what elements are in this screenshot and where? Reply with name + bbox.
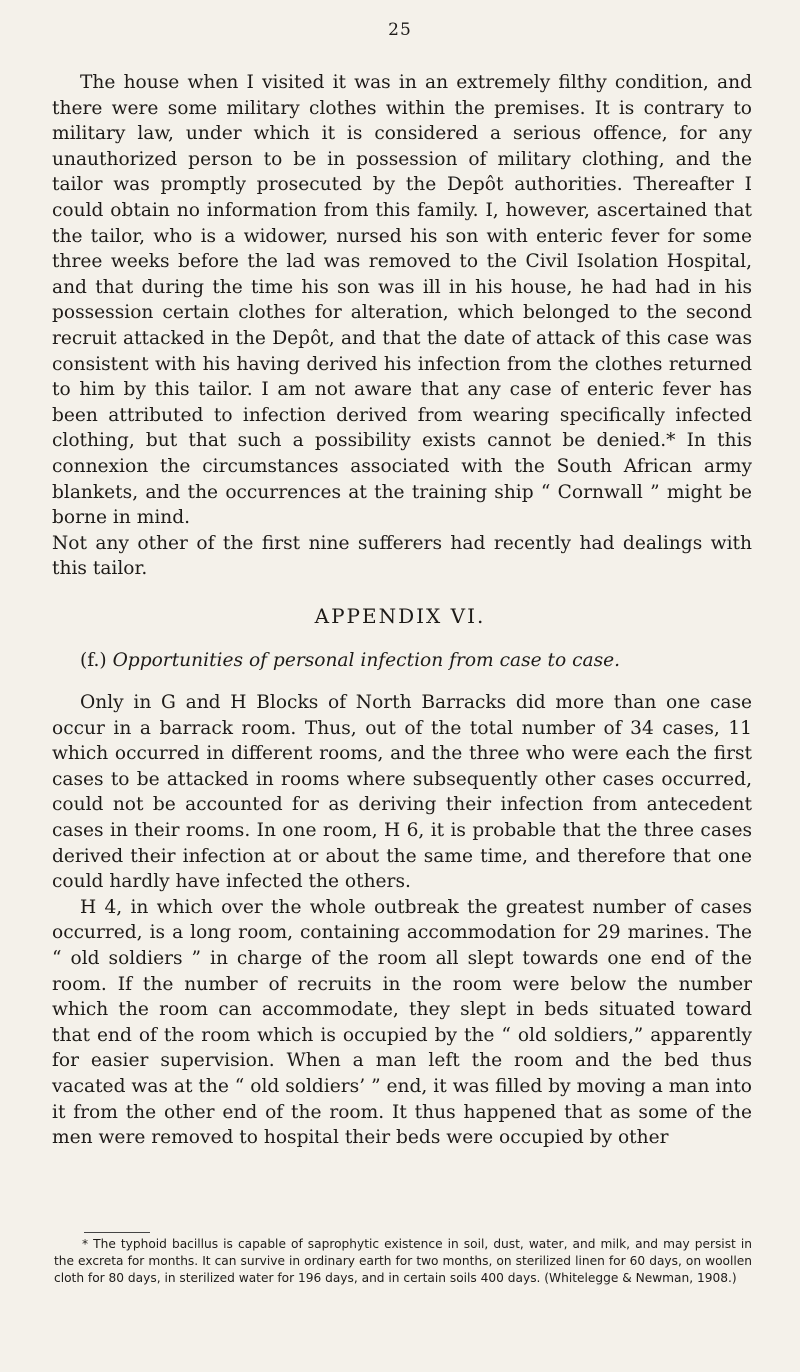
footnote-divider bbox=[84, 1232, 150, 1233]
body-text-bottom bbox=[52, 690, 752, 1151]
paragraph-room-h4: H 4, in which over the whole outbreak the greatest number of cases occurred, is a long room, containing accommodation for 29 marines. The “ old soldiers ” in charge of the room all slept towards one end of the room. If the number of recruits in the room were below the number which the room can accommodate, they slept in beds situated toward that end of the room which is occupied by the “ old soldiers,” apparently for easier supervision. When a man left the room and the bed thus vacated was at the “ old soldiers’ ” end, it was filled by moving a man into it from the other end of the room. It thus happened that as some of the men were removed to hospital their beds were occupied by other bbox=[52, 896, 752, 1149]
section-label: (f.) bbox=[80, 650, 107, 671]
paragraph-dealings: Not any other of the first nine sufferers had recently had dealings with this tailor. bbox=[52, 532, 752, 580]
appendix-heading: APPENDIX VI. bbox=[314, 604, 486, 628]
section-title: Opportunities of personal infection from case to case. bbox=[112, 650, 621, 671]
section-heading bbox=[80, 650, 760, 671]
body-text-top bbox=[52, 70, 752, 582]
paragraph-blocks: Only in G and H Blocks of North Barracks did more than one case occur in a barrack room. Thus, out of the total number of 34 cases, 11 which occurred in different rooms, and the three who were each the first cases to be attacked in rooms where subsequently other cases occurred, could not be accounted for as deriving their infection from antecedent cases in their rooms. In one room, H 6, it is probable that the three cases derived their infection at or about the same time, and therefore that one could hardly have infected the others. bbox=[52, 692, 752, 893]
footnote: * The typhoid bacillus is capable of saprophytic existence in soil, dust, water, and milk, and may persist in the excreta for months. It can survive in ordinary earth for two months, on sterilized linen for 60 days, on woollen cloth for 80 days, in sterilized water for 196 days, and in certain soils 400 days. (Whitelegge & Newman, 1908.) bbox=[54, 1237, 752, 1286]
paragraph-tailor: The house when I visited it was in an extremely filthy condition, and there were some military clothes within the premises. It is contrary to military law, under which it is considered a serious offence, for any unauthorized person to be in possession of military clothing, and the tailor was promptly prosecuted by the Depôt authorities. Thereafter I could obtain no information from this family. I, however, ascertained that the tailor, who is a widower, nursed his son with enteric fever for some three weeks before the lad was removed to the Civil Isolation Hospital, and that during the time his son was ill in his house, he had had in his possession certain clothes for alteration, which belonged to the second recruit attacked in the Depôt, and that the date of attack of this case was consistent with his having derived his infection from the clothes returned to him by this tailor. I am not aware that any case of enteric fever has been attributed to infection derived from wearing specifically infected clothing, but that such a possibility exists cannot be denied.* In this connexion the circumstances associated with the South African army blankets, and the occurrences at the training ship “ Cornwall ” might be borne in mind. bbox=[52, 72, 752, 529]
page-number: 25 bbox=[388, 20, 412, 40]
